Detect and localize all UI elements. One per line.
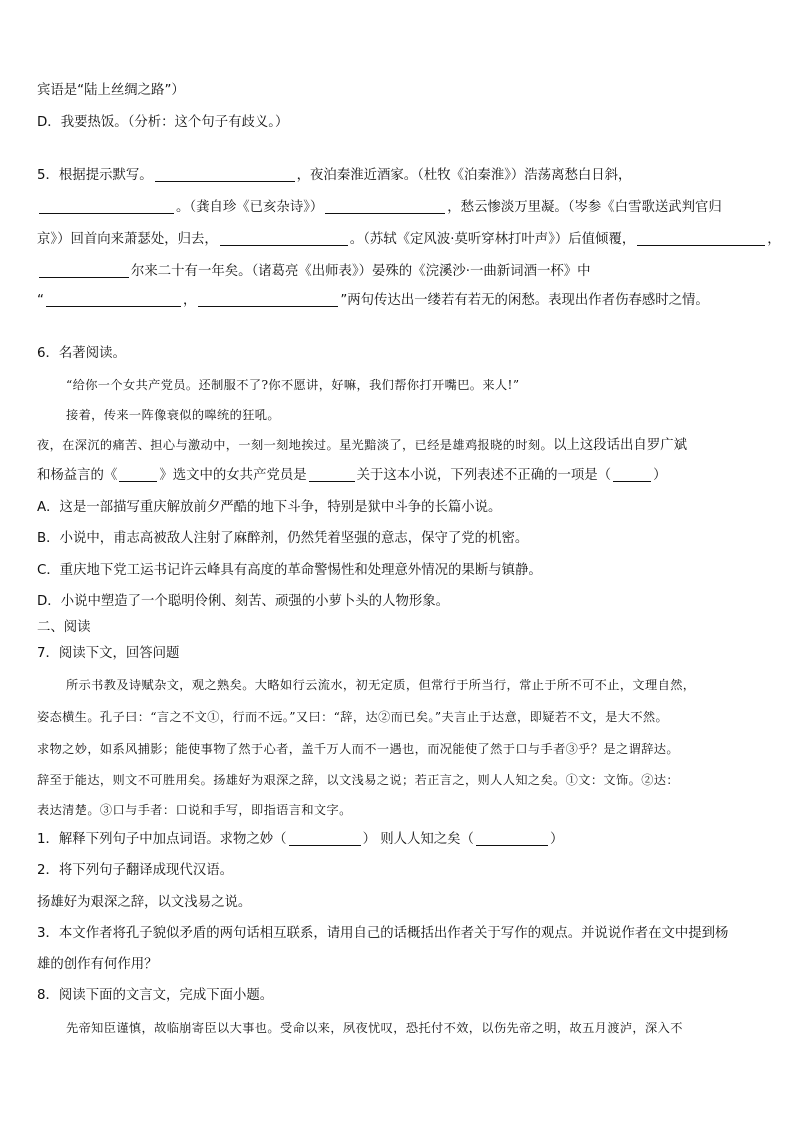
text-segment: 京》）回首向来萧瑟处，归去，	[37, 232, 218, 247]
classical-passage-line: 姿态横生。孔子曰：“言之不文①，行而不远。”又曰：“辞，达②而已矣。”夫言止于达意，即疑若不文，是大不然。	[37, 710, 669, 724]
sub-question-3: 3．本文作者将孔子貌似矛盾的两句话相互联系，请用自己的话概括出作者关于写作的观点。并说说作者在文中提到杨	[37, 926, 729, 941]
option-c[interactable]: C．重庆地下党工运书记许云峰具有高度的革命警惕性和处理意外情况的果断与镇静。	[37, 563, 542, 578]
question-5-line-3	[37, 229, 781, 251]
blank[interactable]	[613, 467, 651, 482]
classical-passage-line: 先帝知臣谨慎，故临崩寄臣以大事也。受命以来，夙夜忧叹，恐托付不效，以伤先帝之明，故五月渡泸，深入不	[66, 1021, 683, 1035]
text-segment: 。（苏轼《定风波·莫听穿林打叶声》）后值倾覆，	[349, 232, 636, 247]
question-5-line-5	[37, 290, 762, 312]
classical-passage-line: 辞至于能达，则文不可胜用矣。扬雄好为艰深之辞，以文浅易之说；若正言之，则人人知之矣。①文：文饰。②达：	[37, 773, 679, 787]
text-segment: 尔来二十有一年矣。（诸葛亮《出师表》）晏殊的《浣溪沙·一曲新词酒一杯》中	[131, 264, 591, 279]
question-8-title: 8．阅读下面的文言文，完成下面小题。	[37, 988, 274, 1003]
text-segment: ） 则人人知之矣（	[362, 832, 474, 847]
blank[interactable]	[325, 199, 445, 214]
text-segment: ，	[767, 232, 781, 247]
question-5-line-4	[37, 261, 762, 283]
text-segment: 和杨益言的《	[37, 468, 118, 483]
sub-question-3-cont: 雄的创作有何作用？	[37, 957, 158, 972]
text-segment: 夜，在深沉的痛苦、担心与激动中，一刻一刻地挨过。星光黯淡了，已经是雄鸡报晓的时刻。	[37, 438, 554, 452]
option-a[interactable]: A．这是一部描写重庆解放前夕严酷的地下斗争，特别是狱中斗争的长篇小说。	[37, 500, 502, 515]
sub-question-2: 2．将下列句子翻译成现代汉语。	[37, 863, 233, 878]
text-segment: ”两句传达出一缕若有若无的闲愁。表现出作者伤春感时之情。	[340, 293, 709, 308]
question-5-title: 5．根据提示默写。	[37, 168, 153, 183]
question-5-line-2	[37, 197, 762, 219]
blank[interactable]	[309, 467, 355, 482]
blank[interactable]	[198, 292, 338, 307]
blank[interactable]	[155, 167, 295, 182]
blank[interactable]	[220, 231, 348, 246]
blank[interactable]	[39, 263, 129, 278]
blank[interactable]	[119, 467, 157, 482]
passage-line	[37, 434, 762, 457]
blank[interactable]	[39, 199, 174, 214]
classical-passage-line: 所示书教及诗赋杂文，观之熟矣。大略如行云流水，初无定质，但常行于所当行，常止于所不可不止，文理自然，	[66, 678, 696, 692]
sub-question-1	[37, 829, 762, 851]
text-segment: 关于这本小说，下列表述不正确的一项是（	[356, 468, 612, 483]
section-heading: 二、阅读	[37, 620, 91, 635]
question-6-title: 6．名著阅读。	[37, 346, 126, 361]
blank[interactable]	[46, 292, 181, 307]
option-d-line: D．我要热饭。（分析：这个句子有歧义。）	[37, 115, 289, 130]
text-segment: 。（龚自珍《已亥杂诗》）	[176, 200, 324, 215]
question-6-prompt	[37, 465, 762, 487]
blank[interactable]	[289, 831, 361, 846]
text-segment: 1．解释下列句子中加点词语。求物之妙（	[37, 832, 287, 847]
classical-passage-line: 求物之妙，如系风捕影；能使事物了然于心者，盖千万人而不一遇也，而况能使了然于口与手者③乎？是之谓辞达。	[37, 742, 679, 756]
text-segment: “	[37, 293, 44, 308]
text-segment: 》选文中的女共产党员是	[159, 468, 307, 483]
text-segment: ，夜泊秦淮近酒家。（杜牧《泊秦淮》）浩荡离愁白日斜，	[296, 168, 632, 183]
text-line: 宾语是“陆上丝绸之路”）	[37, 83, 185, 98]
blank[interactable]	[637, 231, 765, 246]
option-b[interactable]: B．小说中，甫志高被敌人注射了麻醉剂，仍然凭着坚强的意志，保守了党的机密。	[37, 531, 529, 546]
classical-passage-line: 表达清楚。③口与手者：口说和手写，即指语言和文字。	[37, 803, 352, 817]
text-segment: ）	[653, 468, 667, 483]
blank[interactable]	[476, 831, 548, 846]
question-5-line-1	[37, 165, 762, 187]
option-d[interactable]: D．小说中塑造了一个聪明伶俐、刻苦、顽强的小萝卜头的人物形象。	[37, 594, 450, 609]
passage-line: “给你一个女共产党员。还制服不了?你不愿讲，好嘛，我们帮你打开嘴巴。来人!”	[66, 378, 520, 392]
text-segment: ）	[549, 832, 564, 847]
text-segment: ，	[182, 293, 197, 308]
text-segment: 以上这段话出自罗广斌	[553, 438, 687, 453]
text-segment: ，愁云惨淡万里凝。（岑参《白雪歌送武判官归	[447, 200, 722, 215]
question-7-title: 7．阅读下文，回答问题	[37, 646, 180, 661]
passage-line: 接着，传来一阵像衰似的嗥统的狂吼。	[66, 408, 280, 422]
sub-question-2-sentence: 扬雄好为艰深之辞，以文浅易之说。	[37, 895, 252, 910]
